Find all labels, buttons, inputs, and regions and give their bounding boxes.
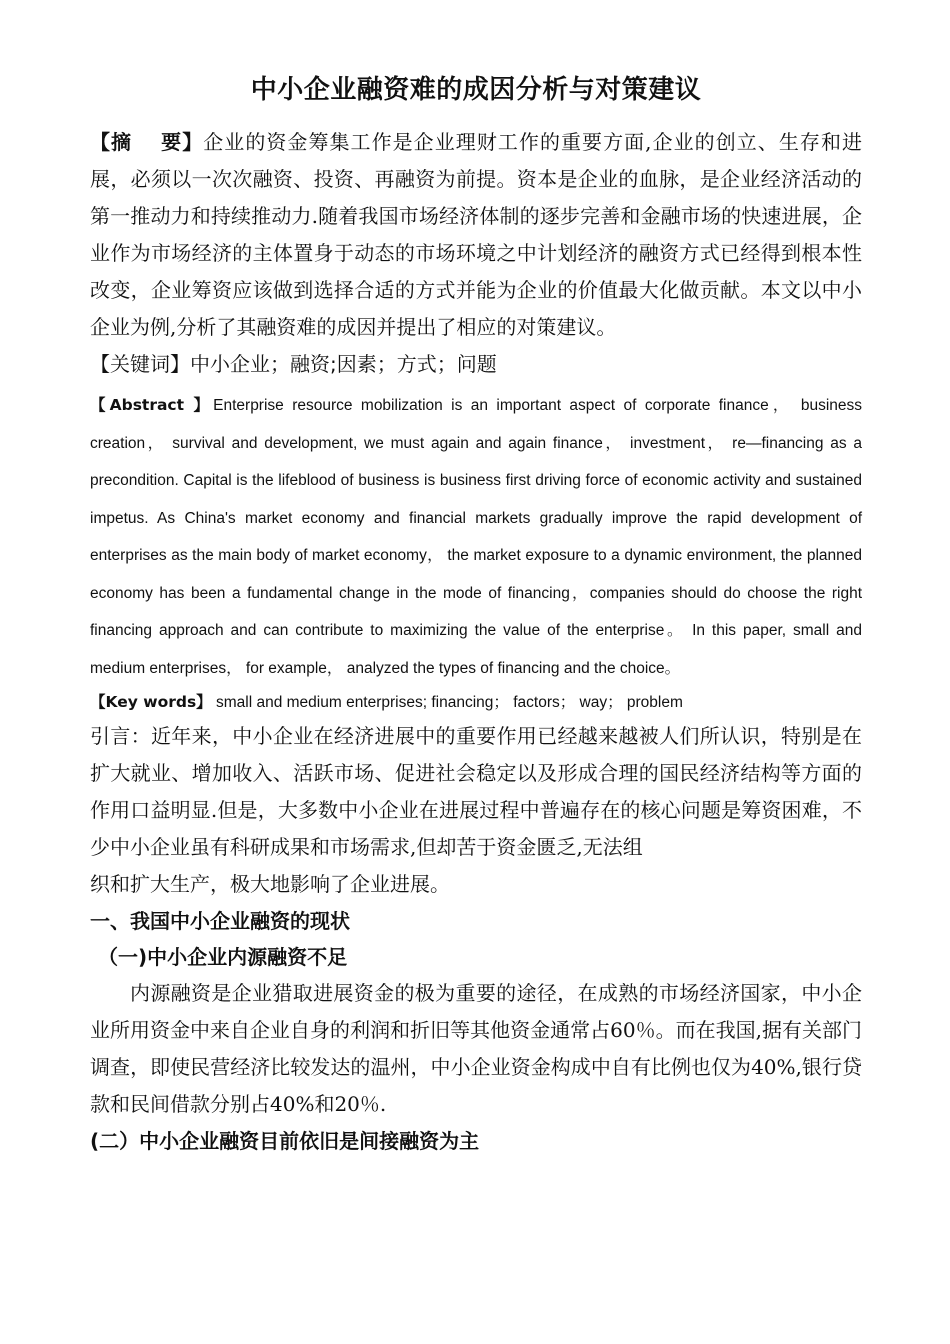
document-page (90, 70, 862, 1159)
keywords-en-label: 【Key words】 (90, 693, 212, 711)
keywords-en-text: small and medium enterprises; financing； factors； way； problem (211, 694, 683, 711)
keywords-en (90, 687, 862, 718)
abstract-cn-text: 企业的资金筹集工作是企业理财工作的重要方面,企业的创立、生存和进展，必须以一次次融资、投资、再融资为前提。资本是企业的血脉，是企业经济活动的第一推动力和持续推动力.随着我国市场经济体制的逐步完善和金融市场的快速进展，企业作为市场经济的主体置身于动态的市场环境之中计划经济的融资方式已经得到根本性改变，企业筹资应该做到选择合适的方式并能为企业的价值最大化做贡献。本文以中小企业为例,分析了其融资难的成因并提出了相应的对策建议。 (90, 130, 862, 339)
document-title: 中小企业融资难的成因分析与对策建议 (250, 75, 702, 105)
keywords-cn-text: 中小企业；融资;因素；方式；问题 (190, 352, 497, 376)
abstract-cn-label: 【摘 要】 (90, 130, 204, 154)
subsection-heading-2: (二）中小企业融资目前依旧是间接融资为主 (90, 1129, 480, 1153)
abstract-en-label: 【Abstract 】 (90, 396, 214, 414)
keywords-cn (90, 346, 862, 383)
intro-paragraph: 引言：近年来，中小企业在经济进展中的重要作用已经越来越被人们所认识，特别是在扩大就业、增加收入、活跃市场、促进社会稳定以及形成合理的国民经济结构等方面的作用口益明显.但是，大多数中小企业在进展过程中普遍存在的核心问题是筹资困难，不少中小企业虽有科研成果和市场需求,但却苦于资金匮乏,无法组 (90, 724, 862, 859)
keywords-cn-label: 【关键词】 (90, 352, 190, 376)
abstract-cn (90, 124, 862, 346)
subsection-heading-1: （一)中小企业内源融资不足 (98, 945, 348, 969)
section-heading-1: 一、我国中小企业融资的现状 (90, 909, 350, 933)
abstract-en (90, 387, 862, 687)
abstract-en-text: Enterprise resource mobilization is an important aspect of corporate finance， business creation， survival and development, we must again and again finance， investment， re—financing as a precondition. Capital is the lifeblood of business is business first driving force of economic activity and sustained impetus. As China's market economy and financial markets gradually improve the rapid development of enterprises as the main body of market economy， the market exposure to a dynamic environment, the planned economy has been a fundamental change in the mode of financing，companies should do choose the right financing approach and can contribute to maximizing the value of the enterprise。 In this paper, small and medium enterprises， for example， analyzed the types of financing and the choice。 (90, 397, 862, 677)
intro-paragraph-continued: 织和扩大生产，极大地影响了企业进展。 (90, 872, 450, 896)
subsection-1-paragraph: 内源融资是企业猎取进展资金的极为重要的途径，在成熟的市场经济国家，中小企业所用资金中来自企业自身的利润和折旧等其他资金通常占60％。而在我国,据有关部门调查，即使民营经济比较发达的温州，中小企业资金构成中自有比例也仅为40%,银行贷款和民间借款分别占40%和20％. (90, 981, 862, 1116)
